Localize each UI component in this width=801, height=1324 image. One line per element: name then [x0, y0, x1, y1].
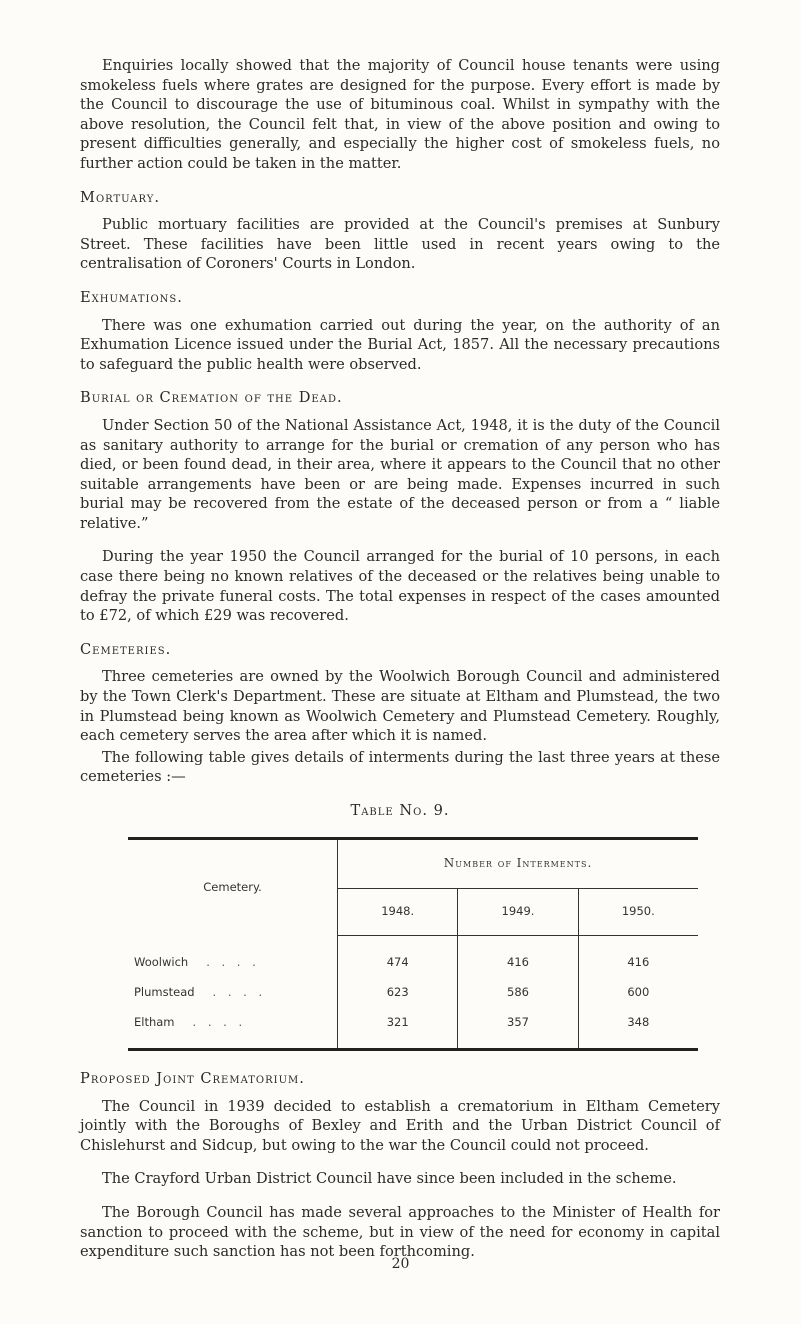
table-cell: 348: [578, 1008, 698, 1050]
burial-paragraph-2: During the year 1950 the Council arranged for the burial of 10 persons, in each case there being no known relatives of the deceased or the relatives being unable to defray the private funeral costs. The total expenses in respect of the cases amounted to £72, of which £29 was recovered.: [80, 548, 720, 625]
mortuary-paragraph: Public mortuary facilities are provided at the Council's premises at Sunbury Street. These facilities have been little used in recent years owing to the centralisation of Coroners' Courts in London.: [80, 216, 720, 273]
cemetery-name: Eltham: [134, 1015, 175, 1030]
table-cell: 416: [578, 948, 698, 978]
crematorium-paragraph-1: The Council in 1939 decided to establish a crematorium in Eltham Cemetery jointly with the Boroughs of Bexley and Erith and the Urban District Council of Chislehurst and Sidcup, but owing to the war the Council could not proceed.: [80, 1097, 720, 1154]
interments-table: [128, 837, 698, 1052]
crematorium-paragraph-3: The Borough Council has made several approaches to the Minister of Health for sanction to proceed with the scheme, but in view of the need for economy in capital expenditure such sanction has not been forthcoming.: [80, 1204, 720, 1261]
table-cell: 416: [458, 948, 578, 978]
table-cell: 321: [386, 1015, 409, 1030]
table-row: [128, 948, 698, 978]
table-cell: 357: [458, 1008, 578, 1050]
table-row: [128, 978, 698, 1008]
table-cell: 623: [386, 985, 409, 1000]
table-title: Table No. 9.: [350, 802, 450, 819]
smokeless-fuel-paragraph: Enquiries locally showed that the majority of Council house tenants were using smokeless fuels where grates are designed for the purpose. Every effort is made by the Council to discourage the use of bituminous coal. Whilst in sympathy with the above resolution, the Council felt that, in view of the above position and owing to present difficulties generally, and especially the higher cost of smokeless fuels, no further action could be taken in the matter.: [80, 57, 720, 172]
interments-group-header: Number of Interments.: [338, 838, 698, 889]
cemetery-column-header: Cemetery.: [128, 838, 338, 936]
cemeteries-paragraph-2: The following table gives details of interments during the last three years at these cemeteries :—: [80, 748, 720, 786]
cemeteries-paragraph-1: Three cemeteries are owned by the Woolwich Borough Council and administered by the Town Clerk's Department. These are situate at Eltham and Plumstead, the two in Plumstead being known as Woolwich Cemetery and Plumstead Cemetery. Roughly, each cemetery serves the area after which it is named.: [80, 668, 720, 745]
table-cell: 600: [578, 978, 698, 1008]
table-cell: 474: [386, 955, 409, 970]
cemetery-name: Woolwich: [134, 955, 189, 970]
exhumations-heading: Exhumations.: [80, 288, 183, 306]
crematorium-paragraph-2: The Crayford Urban District Council have since been included in the scheme.: [102, 1170, 677, 1188]
burial-heading: Burial or Cremation of the Dead.: [80, 389, 343, 407]
leader-dots: . . . .: [192, 1015, 247, 1030]
year-header-1948: 1948.: [338, 889, 458, 936]
mortuary-heading: Mortuary.: [80, 188, 160, 206]
cemeteries-heading: Cemeteries.: [80, 640, 172, 658]
burial-paragraph-1: Under Section 50 of the National Assistance Act, 1948, it is the duty of the Council as sanitary authority to arrange for the burial or cremation of any person who has died, or been found dead, in their area, where it appears to the Council that no other suitable arrangements have been or are being made. Expenses incurred in such burial may be recovered from the estate of the deceased person or from a “ liable relative.”: [80, 416, 720, 532]
exhumations-paragraph: There was one exhumation carried out during the year, on the authority of an Exhumation Licence issued under the Burial Act, 1857. All the necessary precautions to safeguard the public health were observed.: [80, 316, 720, 373]
year-header-1949: 1949.: [458, 889, 578, 936]
table-cell: 586: [458, 978, 578, 1008]
page-number: 20: [391, 1256, 410, 1272]
cemetery-name: Plumstead: [134, 985, 195, 1000]
leader-dots: . . . .: [212, 985, 267, 1000]
page-body: [80, 56, 720, 1276]
year-header-1950: 1950.: [578, 889, 698, 936]
crematorium-heading: Proposed Joint Crematorium.: [80, 1070, 305, 1088]
table-row: [128, 1008, 698, 1050]
leader-dots: . . . .: [206, 955, 260, 970]
